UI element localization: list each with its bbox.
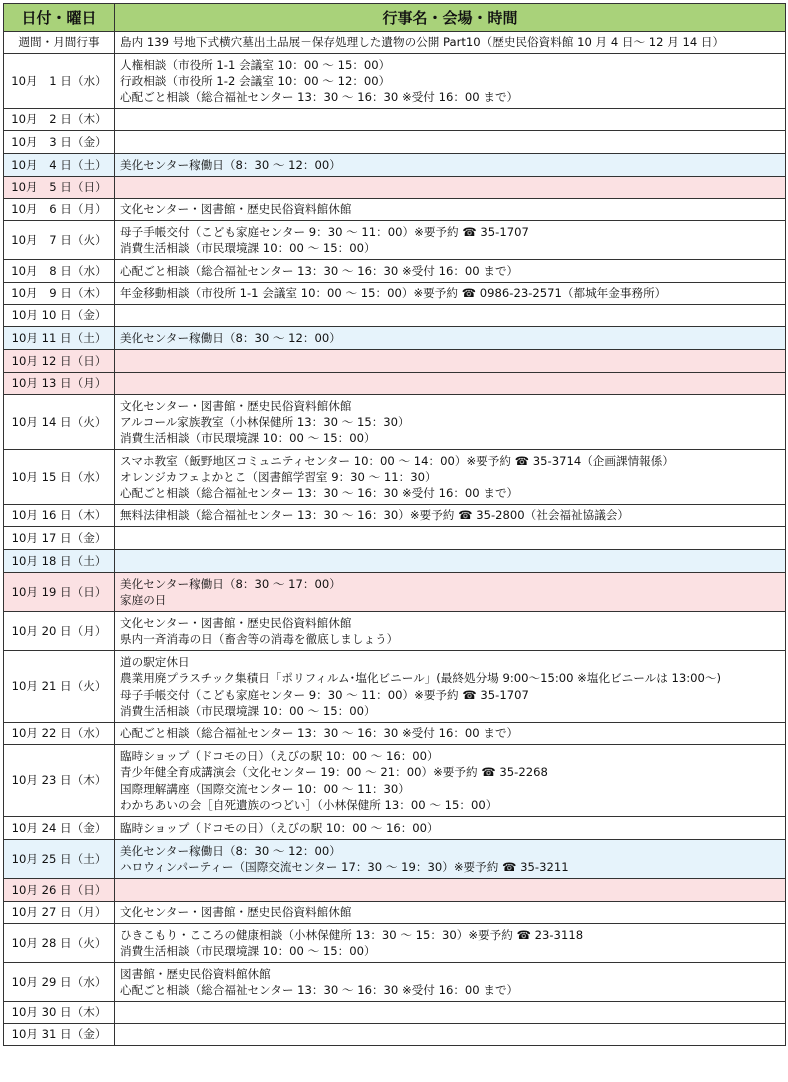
table-row bbox=[4, 327, 786, 350]
event-cell bbox=[115, 131, 786, 154]
date-cell: 10月 4 日（土） bbox=[4, 154, 115, 177]
event-line: 消費生活相談（市民環境課 10：00 ～ 15：00） bbox=[120, 431, 376, 446]
event-cell bbox=[115, 109, 786, 131]
table-row bbox=[4, 260, 786, 283]
event-column-header: 行事名・会場・時間 bbox=[115, 4, 786, 32]
event-line: 臨時ショップ（ドコモの日）（えびの駅 10：00 ～ 16：00） bbox=[120, 748, 439, 763]
event-line: 母子手帳交付（こども家庭センター 9：30 ～ 11：00）※要予約 ☎ 35-1707 bbox=[120, 687, 529, 702]
event-cell bbox=[115, 651, 786, 723]
table-row bbox=[4, 924, 786, 963]
table-row bbox=[4, 450, 786, 505]
date-cell: 10月 23 日（木） bbox=[4, 745, 115, 817]
event-cell bbox=[115, 177, 786, 199]
table-row bbox=[4, 745, 786, 817]
table-row bbox=[4, 817, 786, 840]
table-row bbox=[4, 350, 786, 373]
event-cell bbox=[115, 305, 786, 327]
table-row bbox=[4, 879, 786, 902]
table-row bbox=[4, 1024, 786, 1046]
table-row bbox=[4, 527, 786, 550]
table-row bbox=[4, 963, 786, 1002]
table-row bbox=[4, 651, 786, 723]
event-cell bbox=[115, 1024, 786, 1046]
table-row bbox=[4, 283, 786, 305]
table-row bbox=[4, 902, 786, 924]
date-cell: 10月 18 日（土） bbox=[4, 550, 115, 573]
event-cell bbox=[115, 745, 786, 817]
event-line: 消費生活相談（市民環境課 10：00 ～ 15：00） bbox=[120, 241, 376, 255]
event-line: わかちあいの会［自死遺族のつどい］（小林保健所 13：00 ～ 15：00） bbox=[120, 797, 498, 812]
date-cell: 10月 17 日（金） bbox=[4, 527, 115, 550]
event-cell bbox=[115, 963, 786, 1002]
event-cell bbox=[115, 54, 786, 109]
event-line: 文化センター・図書館・歴史民俗資料館休館 bbox=[120, 398, 352, 413]
event-cell bbox=[115, 550, 786, 573]
event-line: 心配ごと相談（総合福祉センター 13：30 ～ 16：30 ※受付 16：00 まで） bbox=[120, 90, 519, 105]
event-cell bbox=[115, 283, 786, 305]
event-cell bbox=[115, 505, 786, 527]
event-calendar bbox=[3, 3, 785, 1046]
event-line: ハロウィンパーティー（国際交流センター 17：30 ～ 19：30）※要予約 ☎ 35-3211 bbox=[120, 860, 569, 874]
event-cell bbox=[115, 902, 786, 924]
date-cell: 週間・月間行事 bbox=[4, 32, 115, 54]
event-line: 消費生活相談（市民環境課 10：00 ～ 15：00） bbox=[120, 703, 376, 718]
event-line: 青少年健全育成講演会（文化センター 19：00 ～ 21：00）※要予約 ☎ 35-2268 bbox=[120, 765, 548, 780]
date-cell: 10月 7 日（火） bbox=[4, 221, 115, 260]
event-cell bbox=[115, 840, 786, 879]
table-row bbox=[4, 573, 786, 612]
event-cell bbox=[115, 527, 786, 550]
event-cell bbox=[115, 1002, 786, 1024]
event-cell bbox=[115, 817, 786, 840]
date-cell: 10月 25 日（土） bbox=[4, 840, 115, 879]
event-line: 心配ごと相談（総合福祉センター 13：30 ～ 16：30 ※受付 16：00 まで） bbox=[120, 983, 519, 997]
table-row bbox=[4, 373, 786, 395]
event-cell bbox=[115, 221, 786, 260]
date-cell: 10月 30 日（木） bbox=[4, 1002, 115, 1024]
date-cell: 10月 31 日（金） bbox=[4, 1024, 115, 1046]
date-cell: 10月 27 日（月） bbox=[4, 902, 115, 924]
date-cell: 10月 9 日（木） bbox=[4, 283, 115, 305]
table-row bbox=[4, 109, 786, 131]
event-line: 文化センター・図書館・歴史民俗資料館休館 bbox=[120, 202, 352, 217]
event-line: 美化センター稼働日（8：30 ～ 12：00） bbox=[120, 157, 341, 172]
date-cell: 10月 11 日（土） bbox=[4, 327, 115, 350]
date-cell: 10月 3 日（金） bbox=[4, 131, 115, 154]
table-row bbox=[4, 154, 786, 177]
event-line: 家庭の日 bbox=[120, 593, 167, 607]
date-cell: 10月 2 日（木） bbox=[4, 109, 115, 131]
event-line: 臨時ショップ（ドコモの日）（えびの駅 10：00 ～ 16：00） bbox=[120, 820, 439, 835]
event-line: 年金移動相談（市役所 1-1 会議室 10：00 ～ 15：00）※要予約 ☎ 0986-23-2571（都城年金事務所） bbox=[120, 286, 667, 301]
event-cell bbox=[115, 154, 786, 177]
event-line: 島内 139 号地下式横穴墓出土品展－保存処理した遺物の公開 Part10（歴史民俗資料館 10 月 4 日～ 12 月 14 日） bbox=[120, 35, 725, 50]
date-cell: 10月 10 日（金） bbox=[4, 305, 115, 327]
event-line: 道の駅定休日 bbox=[120, 654, 190, 669]
date-cell: 10月 14 日（火） bbox=[4, 395, 115, 450]
date-column-header: 日付・曜日 bbox=[4, 4, 115, 32]
schedule-body bbox=[4, 32, 786, 1046]
event-line: 美化センター稼働日（8：30 ～ 12：00） bbox=[120, 843, 341, 858]
date-cell: 10月 15 日（水） bbox=[4, 450, 115, 505]
date-cell: 10月 6 日（月） bbox=[4, 199, 115, 221]
table-row bbox=[4, 505, 786, 527]
event-line: オレンジカフェよかとこ（図書館学習室 9：30 ～ 11：30） bbox=[120, 469, 437, 484]
event-cell bbox=[115, 395, 786, 450]
date-cell: 10月 20 日（月） bbox=[4, 612, 115, 651]
event-line: 行政相談（市役所 1-2 会議室 10：00 ～ 12：00） bbox=[120, 73, 391, 88]
event-cell bbox=[115, 350, 786, 373]
schedule-table bbox=[3, 3, 786, 1046]
event-line: 美化センター稼働日（8：30 ～ 12：00） bbox=[120, 330, 341, 345]
event-cell bbox=[115, 327, 786, 350]
table-row bbox=[4, 723, 786, 745]
date-cell: 10月 13 日（月） bbox=[4, 373, 115, 395]
table-row bbox=[4, 395, 786, 450]
table-row bbox=[4, 177, 786, 199]
date-cell: 10月 19 日（日） bbox=[4, 573, 115, 612]
date-cell: 10月 24 日（金） bbox=[4, 817, 115, 840]
event-line: 文化センター・図書館・歴史民俗資料館休館 bbox=[120, 615, 352, 630]
event-cell bbox=[115, 199, 786, 221]
table-row bbox=[4, 221, 786, 260]
event-cell bbox=[115, 879, 786, 902]
event-line: スマホ教室（飯野地区コミュニティセンター 10：00 ～ 14：00）※要予約 ☎ 35-3714（企画課情報係） bbox=[120, 453, 674, 468]
event-cell bbox=[115, 924, 786, 963]
table-row bbox=[4, 131, 786, 154]
event-line: 消費生活相談（市民環境課 10：00 ～ 15：00） bbox=[120, 944, 376, 958]
table-row bbox=[4, 840, 786, 879]
table-row bbox=[4, 32, 786, 54]
event-line: 心配ごと相談（総合福祉センター 13：30 ～ 16：30 ※受付 16：00 まで） bbox=[120, 263, 519, 278]
event-cell bbox=[115, 612, 786, 651]
date-cell: 10月 29 日（水） bbox=[4, 963, 115, 1002]
event-line: 図書館・歴史民俗資料館休館 bbox=[120, 966, 271, 981]
event-line: 人権相談（市役所 1-1 会議室 10：00 ～ 15：00） bbox=[120, 57, 391, 72]
event-cell bbox=[115, 723, 786, 745]
table-row bbox=[4, 1002, 786, 1024]
event-line: 心配ごと相談（総合福祉センター 13：30 ～ 16：30 ※受付 16：00 まで） bbox=[120, 726, 519, 741]
event-line: アルコール家族教室（小林保健所 13：30 ～ 15：30） bbox=[120, 414, 410, 429]
table-row bbox=[4, 54, 786, 109]
date-cell: 10月 22 日（水） bbox=[4, 723, 115, 745]
event-line: 国際理解講座（国際交流センター 10：00 ～ 11：30） bbox=[120, 781, 410, 796]
event-line: 無料法律相談（総合福祉センター 13：30 ～ 16：30）※要予約 ☎ 35-2800（社会福祉協議会） bbox=[120, 508, 629, 523]
event-cell bbox=[115, 260, 786, 283]
event-line: 美化センター稼働日（8：30 ～ 17：00） bbox=[120, 576, 341, 591]
table-row bbox=[4, 305, 786, 327]
table-row bbox=[4, 550, 786, 573]
date-cell: 10月 28 日（火） bbox=[4, 924, 115, 963]
date-cell: 10月 1 日（水） bbox=[4, 54, 115, 109]
event-line: ひきこもり・こころの健康相談（小林保健所 13：30 ～ 15：30）※要予約 ☎ 23-3118 bbox=[120, 927, 584, 942]
event-line: 農業用廃プラスチック集積日「ポリフィルム･塩化ビニール」(最終処分場 9:00～15:00 ※塩化ビニールは 13:00～) bbox=[120, 671, 722, 686]
event-line: 母子手帳交付（こども家庭センター 9：30 ～ 11：00）※要予約 ☎ 35-1707 bbox=[120, 224, 529, 239]
date-cell: 10月 21 日（火） bbox=[4, 651, 115, 723]
event-cell bbox=[115, 450, 786, 505]
table-row bbox=[4, 612, 786, 651]
date-cell: 10月 26 日（日） bbox=[4, 879, 115, 902]
date-cell: 10月 16 日（木） bbox=[4, 505, 115, 527]
event-line: 心配ごと相談（総合福祉センター 13：30 ～ 16：30 ※受付 16：00 まで） bbox=[120, 486, 519, 501]
header-row bbox=[4, 4, 786, 32]
date-cell: 10月 8 日（水） bbox=[4, 260, 115, 283]
table-row bbox=[4, 199, 786, 221]
event-line: 県内一斉消毒の日（畜舎等の消毒を徹底しましょう） bbox=[120, 632, 399, 646]
event-cell bbox=[115, 573, 786, 612]
event-line: 文化センター・図書館・歴史民俗資料館休館 bbox=[120, 905, 352, 920]
date-cell: 10月 5 日（日） bbox=[4, 177, 115, 199]
date-cell: 10月 12 日（日） bbox=[4, 350, 115, 373]
event-cell bbox=[115, 32, 786, 54]
event-cell bbox=[115, 373, 786, 395]
